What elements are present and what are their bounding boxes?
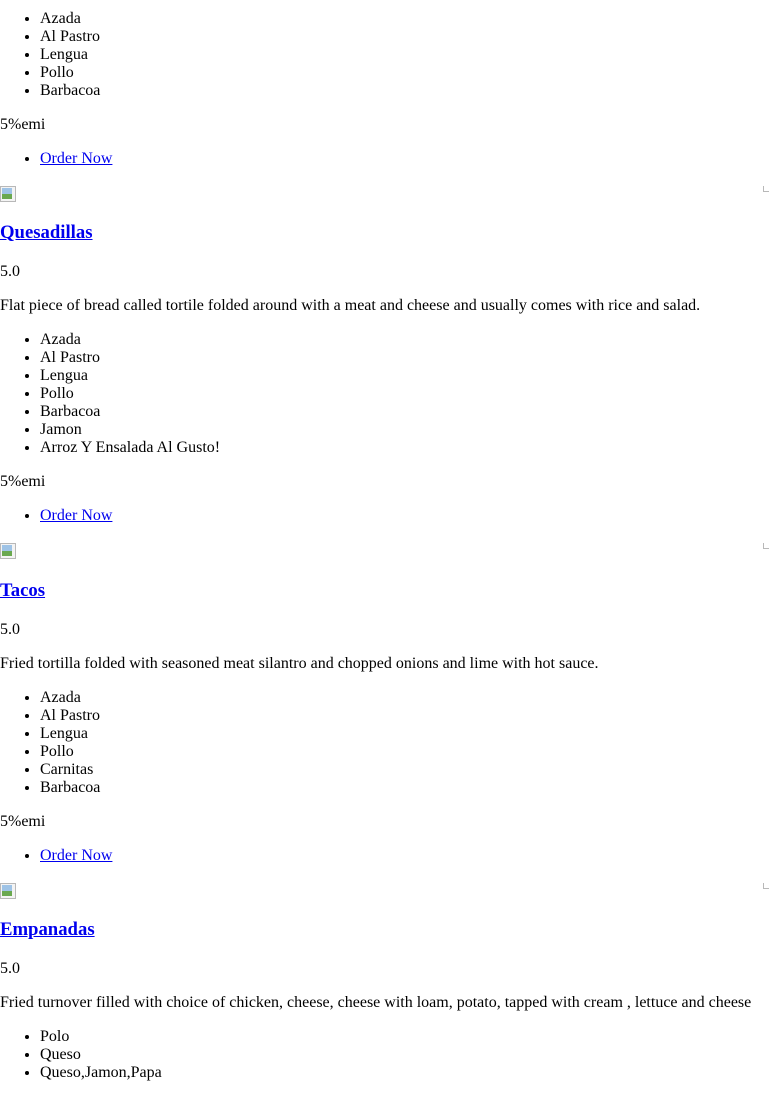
order-list	[0, 847, 769, 865]
filling-item: • Polo	[40, 1028, 769, 1046]
item-title	[0, 222, 769, 244]
emi-text: 5%emi	[0, 473, 46, 490]
filling-item: • Al Pastro	[40, 28, 769, 46]
item-title-link[interactable]: Empanadas	[0, 919, 95, 940]
item-title	[0, 919, 769, 941]
filling-list	[0, 10, 769, 100]
filling-item: • Al Pastro	[40, 349, 769, 367]
filling-item: • Al Pastro	[40, 707, 769, 725]
filling-item: • Pollo	[40, 64, 769, 82]
emi-text: 5%emi	[0, 813, 46, 830]
order-list-item	[40, 150, 769, 168]
filling-item: • Carnitas	[40, 761, 769, 779]
order-now-link[interactable]: Order Now	[40, 847, 113, 864]
filling-item: • Barbacoa	[40, 82, 769, 100]
tacos-image	[0, 543, 769, 559]
filling-item: • Pollo	[40, 743, 769, 761]
order-list	[0, 150, 769, 168]
order-now-link[interactable]: Order Now	[40, 507, 113, 524]
filling-item: • Barbacoa	[40, 403, 769, 421]
rating-text: 5.0	[0, 263, 20, 280]
rating-text: 5.0	[0, 621, 20, 638]
filling-item: • Pollo	[40, 385, 769, 403]
order-list-item	[40, 847, 769, 865]
filling-item: • Jamon	[40, 421, 769, 439]
item-title-link[interactable]: Tacos	[0, 580, 46, 601]
filling-item: • Lengua	[40, 725, 769, 743]
filling-item: • Lengua	[40, 367, 769, 385]
order-list-item	[40, 507, 769, 525]
item-description: Fried tortilla folded with seasoned meat silantro and chopped onions and lime with hot sauce.	[0, 655, 599, 672]
filling-list	[0, 331, 769, 457]
filling-list	[0, 689, 769, 797]
emi-text: 5%emi	[0, 116, 46, 133]
filling-item: • Lengua	[40, 46, 769, 64]
menu-item-section	[0, 10, 769, 100]
order-list	[0, 507, 769, 525]
filling-item: • Azada	[40, 689, 769, 707]
order-now-link[interactable]: Order Now	[40, 150, 113, 167]
empanadas-image	[0, 883, 769, 899]
item-description: Fried turnover filled with choice of chicken, cheese, cheese with loam, potato, tapped with cream , lettuce and cheese	[0, 994, 752, 1011]
filling-item: • Barbacoa	[40, 779, 769, 797]
item-title	[0, 580, 769, 602]
filling-item: • Queso,Jamon,Papa	[40, 1064, 769, 1082]
rating-text: 5.0	[0, 960, 20, 977]
filling-item: • Queso	[40, 1046, 769, 1064]
filling-item: • Azada	[40, 331, 769, 349]
item-title-link[interactable]: Quesadillas	[0, 222, 93, 243]
filling-item: • Azada	[40, 10, 769, 28]
filling-item: • Arroz Y Ensalada Al Gusto!	[40, 439, 769, 457]
quesadillas-image	[0, 186, 769, 202]
item-description: Flat piece of bread called tortile folded around with a meat and cheese and usually comes with rice and salad.	[0, 297, 701, 314]
filling-list	[0, 1028, 769, 1082]
